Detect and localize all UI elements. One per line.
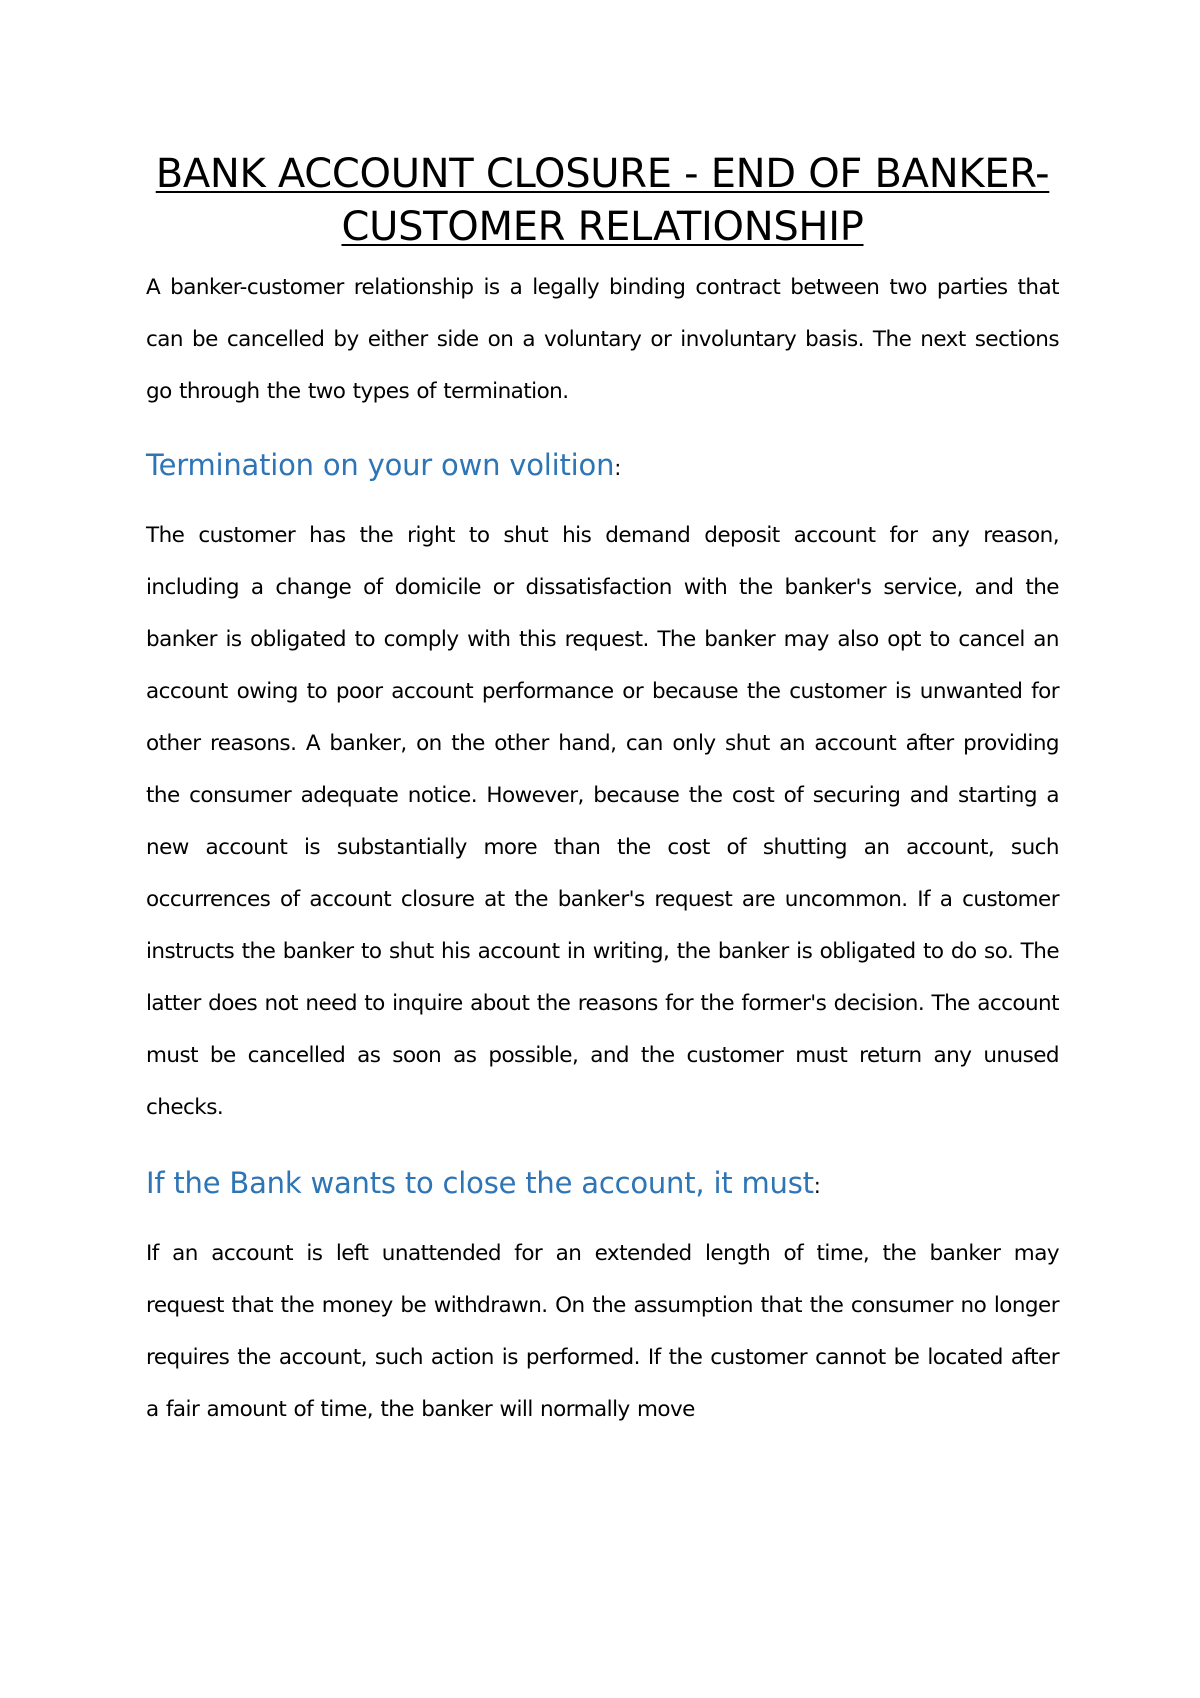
section-heading-bank-closure-colon: :	[813, 1174, 821, 1198]
document-content	[146, 148, 1059, 1436]
section-body-own-volition: The customer has the right to shut his demand deposit account for any reason, including a change of domicile or dissatisfaction with the banker's service, and the banker is obligated to comply with this request. The banker may also opt to cancel an account owing to poor account performance or because the customer is unwanted for other reasons. A banker, on the other hand, can only shut an account after providing the consumer adequate notice. However, because the cost of securing and starting a new account is substantially more than the cost of shutting an account, such occurrences of account closure at the banker's request are uncommon. If a customer instructs the banker to shut his account in writing, the banker is obligated to do so. The latter does not need to inquire about the reasons for the former's decision. The account must be cancelled as soon as possible, and the customer must return any unused checks.	[146, 523, 1059, 1120]
section-heading-own-volition-text: Termination on your own volition	[146, 448, 615, 482]
intro-paragraph: A banker-customer relationship is a legally binding contract between two parties that can be cancelled by either side on a voluntary or involuntary basis. The next sections go through the two types of termination.	[146, 275, 1059, 404]
section-heading-own-volition-colon: :	[614, 456, 622, 480]
document-title: BANK ACCOUNT CLOSURE - END OF BANKER-CUSTOMER RELATIONSHIP	[155, 151, 1050, 250]
section-body-bank-closure: If an account is left unattended for an extended length of time, the banker may request that the money be withdrawn. On the assumption that the consumer no longer requires the account, such action is performed. If the customer cannot be located after a fair amount of time, the banker will normally move	[146, 1241, 1059, 1422]
section-heading-bank-closure-text: If the Bank wants to close the account, it must	[146, 1166, 814, 1200]
section-heading-bank-closure	[146, 1164, 1059, 1205]
section-heading-own-volition	[146, 446, 1059, 487]
